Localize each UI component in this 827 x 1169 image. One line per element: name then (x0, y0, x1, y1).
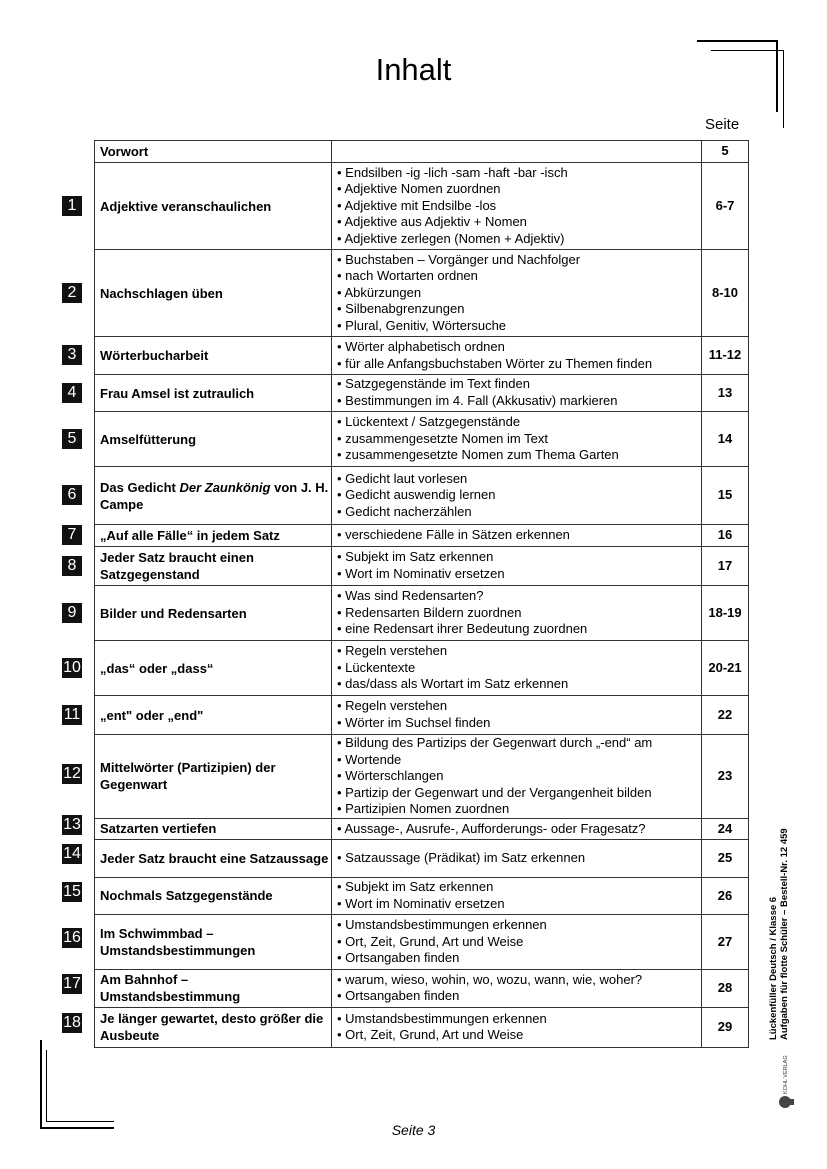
table-row (95, 525, 749, 547)
chapter-title: Im Schwimmbad – Umstandsbestimmungen (95, 914, 332, 969)
chapter-number-badge: 14 (63, 845, 81, 862)
page-number: 20-21 (702, 641, 749, 696)
task-item: • Regeln verstehen (337, 698, 448, 714)
table-row (95, 877, 749, 914)
page-number: 23 (702, 735, 749, 819)
chapter-tasks (332, 547, 702, 586)
task-item: • Silbenabgrenzungen (337, 301, 465, 317)
task-item: • Partizip der Gegenwart und der Vergangenheit bilden (337, 784, 652, 800)
task-item: • Endsilben -ig -lich -sam -haft -bar -isch (337, 164, 568, 180)
chapter-tasks (332, 839, 702, 877)
table-row (95, 141, 749, 163)
task-item: • Adjektive zerlegen (Nomen + Adjektiv) (337, 230, 565, 246)
task-item: • Bestimmungen im 4. Fall (Akkusativ) markieren (337, 393, 618, 408)
chapter-number-badge: 1 (62, 196, 82, 216)
page-number: 27 (702, 914, 749, 969)
task-item: • eine Redensart ihrer Bedeutung zuordnen (337, 621, 588, 637)
table-row (95, 818, 749, 839)
page-number: 22 (702, 696, 749, 735)
chapter-title: Amselfütterung (95, 412, 332, 467)
task-item: • Wort im Nominativ ersetzen (337, 895, 505, 911)
chapter-title: Nochmals Satzgegenstände (95, 877, 332, 914)
task-item: • Gedicht nacherzählen (337, 503, 472, 519)
chapter-number-badge: 6 (62, 485, 82, 505)
page-number: 8-10 (702, 250, 749, 337)
task-item: • Ortsangaben finden (337, 950, 460, 966)
task-item: • Wörter im Suchsel finden (337, 715, 491, 730)
corner-frame-top-right (711, 50, 783, 51)
task-item: • Umstandsbestimmungen erkennen (337, 917, 547, 933)
chapter-title: Je länger gewartet, desto größer die Ausbeute (95, 1007, 332, 1047)
chapter-tasks (332, 735, 702, 819)
task-item: • nach Wortarten ordnen (337, 268, 478, 284)
page-number: 15 (702, 467, 749, 525)
table-row (95, 1007, 749, 1047)
chapter-number-badge: 4 (62, 383, 82, 403)
chapter-tasks (332, 641, 702, 696)
chapter-title: Mittelwörter (Partizipien) der Gegenwart (95, 735, 332, 819)
task-item: • zusammengesetzte Nomen im Text (337, 430, 548, 446)
page-number: 26 (702, 877, 749, 914)
chapter-number-badge: 11 (63, 706, 81, 723)
chapter-tasks (332, 818, 702, 839)
side-line-2: Aufgaben für flotte Schüler – Bestell-Nr. 12 459 (779, 828, 790, 1040)
task-item: • Ort, Zeit, Grund, Art und Weise (337, 1027, 524, 1043)
table-of-contents (94, 140, 749, 1048)
table-row (95, 467, 749, 525)
chapter-number-badge: 5 (62, 429, 82, 449)
task-item: • Partizipien Nomen zuordnen (337, 801, 510, 817)
page-footer: Seite 3 (391, 1122, 436, 1138)
task-item: • Gedicht auswendig lernen (337, 487, 496, 503)
task-item: • Buchstaben – Vorgänger und Nachfolger (337, 251, 581, 267)
page-number: 13 (702, 375, 749, 412)
chapter-tasks (332, 1007, 702, 1047)
chapter-tasks (332, 969, 702, 1007)
task-item: • verschiedene Fälle in Sätzen erkennen (337, 527, 570, 543)
task-item: • Was sind Redensarten? (337, 588, 484, 604)
table-row (95, 641, 749, 696)
table-row (95, 337, 749, 375)
task-item: • Subjekt im Satz erkennen (337, 879, 494, 895)
table-row (95, 547, 749, 586)
task-item: • Gedicht laut vorlesen (337, 470, 468, 486)
page-number: 28 (702, 969, 749, 1007)
chapter-title: Satzarten vertiefen (95, 818, 332, 839)
chapter-tasks (332, 525, 702, 547)
table-row (95, 163, 749, 250)
publisher-logo (776, 1048, 794, 1110)
chapter-title: „ent" oder „end" (95, 696, 332, 735)
task-item: • Wortende (337, 751, 402, 767)
chapter-title-part: von J. H. Campe (100, 479, 329, 512)
page-number: 14 (702, 412, 749, 467)
page-number: 11-12 (702, 337, 749, 375)
task-item: • Abkürzungen (337, 284, 422, 300)
task-item: • Bildung des Partizips der Gegenwart durch „-end“ am (337, 735, 653, 750)
task-item: • Adjektive aus Adjektiv + Nomen (337, 214, 527, 230)
chapter-title: Adjektive veranschaulichen (95, 163, 332, 250)
publisher-logo-text: KOHL VERLAG (783, 1055, 789, 1094)
table-row (95, 969, 749, 1007)
page-number: 25 (702, 839, 749, 877)
chapter-title: Jeder Satz braucht einen Satzgegenstand (95, 547, 332, 586)
task-item: • Wörterschlangen (337, 768, 444, 784)
chapter-title: Frau Amsel ist zutraulich (95, 375, 332, 412)
task-item: • Wort im Nominativ ersetzen (337, 566, 505, 581)
corner-frame-bottom-left (40, 1040, 42, 1128)
table-row (95, 735, 749, 819)
chapter-number-badge: 9 (62, 603, 82, 623)
task-item: • Subjekt im Satz erkennen (337, 549, 494, 565)
chapter-number-badge: 7 (62, 525, 82, 545)
table-row (95, 586, 749, 641)
chapter-tasks (332, 412, 702, 467)
corner-frame-bottom-left (46, 1050, 47, 1122)
chapter-title: Nachschlagen üben (95, 250, 332, 337)
page-number: 18-19 (702, 586, 749, 641)
task-item: • Lückentext / Satzgegenstände (337, 414, 521, 430)
page-number: 5 (702, 141, 749, 163)
chapter-number-badge: 15 (63, 883, 81, 900)
task-item: • Redensarten Bildern zuordnen (337, 604, 522, 620)
table-row (95, 696, 749, 735)
chapter-tasks (332, 163, 702, 250)
chapter-title: „das“ oder „dass“ (95, 641, 332, 696)
chapter-title-part: Der Zaunkönig (179, 479, 271, 495)
chapter-title: Bilder und Redensarten (95, 586, 332, 641)
chapter-tasks (332, 375, 702, 412)
chapter-title: Vorwort (95, 141, 332, 163)
task-item: • Wörter alphabetisch ordnen (337, 338, 505, 354)
chapter-title (95, 467, 332, 525)
page-number: 29 (702, 1007, 749, 1047)
task-item: • Ortsangaben finden (337, 988, 460, 1004)
chapter-number-badge: 17 (63, 975, 81, 992)
page-number: 17 (702, 547, 749, 586)
chapter-number-badge: 18 (63, 1014, 81, 1031)
task-item: • warum, wieso, wohin, wo, wozu, wann, wie, woher? (337, 971, 643, 987)
page-column-label: Seite (705, 116, 740, 133)
chapter-tasks (332, 914, 702, 969)
task-item: • das/dass als Wortart im Satz erkennen (337, 676, 569, 692)
page-number: 24 (702, 818, 749, 839)
task-item: • Satzaussage (Prädikat) im Satz erkennen (337, 850, 586, 866)
chapter-tasks (332, 696, 702, 735)
chapter-number-badge: 8 (62, 556, 82, 576)
page-number: 16 (702, 525, 749, 547)
chapter-number-badge: 2 (62, 283, 82, 303)
task-item: • für alle Anfangsbuchstaben Wörter zu Themen finden (337, 355, 653, 371)
chapter-title: Am Bahnhof – Umstandsbestimmung (95, 969, 332, 1007)
page-title: Inhalt (375, 52, 452, 87)
task-item: • Regeln verstehen (337, 643, 448, 659)
table-row (95, 375, 749, 412)
task-item: • Ort, Zeit, Grund, Art und Weise (337, 933, 524, 949)
page-number: 6-7 (702, 163, 749, 250)
table-row (95, 839, 749, 877)
chapter-number-badge: 12 (63, 765, 81, 782)
chapter-title: „Auf alle Fälle“ in jedem Satz (95, 525, 332, 547)
chapter-tasks (332, 877, 702, 914)
chapter-tasks (332, 467, 702, 525)
chapter-number-badge: 10 (63, 659, 81, 676)
task-item: • zusammengesetzte Nomen zum Thema Garten (337, 447, 619, 463)
chapter-tasks (332, 586, 702, 641)
table-row (95, 412, 749, 467)
chapter-number-badge: 13 (63, 816, 81, 833)
table-row (95, 250, 749, 337)
side-publication-info (768, 800, 790, 1040)
chapter-title: Wörterbucharbeit (95, 337, 332, 375)
chapter-tasks (332, 141, 702, 163)
task-item: • Adjektive Nomen zuordnen (337, 181, 501, 197)
chapter-tasks (332, 337, 702, 375)
chapter-number-badge: 3 (62, 345, 82, 365)
side-line-1: Lückenfüller Deutsch / Klasse 6 (768, 896, 779, 1040)
task-item: • Umstandsbestimmungen erkennen (337, 1010, 547, 1026)
chapter-title-part: Das Gedicht (100, 479, 180, 495)
task-item: • Adjektive mit Endsilbe -los (337, 197, 497, 213)
task-item: • Plural, Genitiv, Wörtersuche (337, 317, 507, 333)
chapter-tasks (332, 250, 702, 337)
chapter-title: Jeder Satz braucht eine Satzaussage (95, 839, 332, 877)
corner-frame-top-right (697, 40, 776, 42)
task-item: • Lückentexte (337, 659, 416, 675)
table-row (95, 914, 749, 969)
task-item: • Satzgegenstände im Text finden (337, 376, 530, 392)
task-item: • Aussage-, Ausrufe-, Aufforderungs- oder Fragesatz? (337, 820, 646, 836)
chapter-number-badge: 16 (63, 929, 81, 946)
